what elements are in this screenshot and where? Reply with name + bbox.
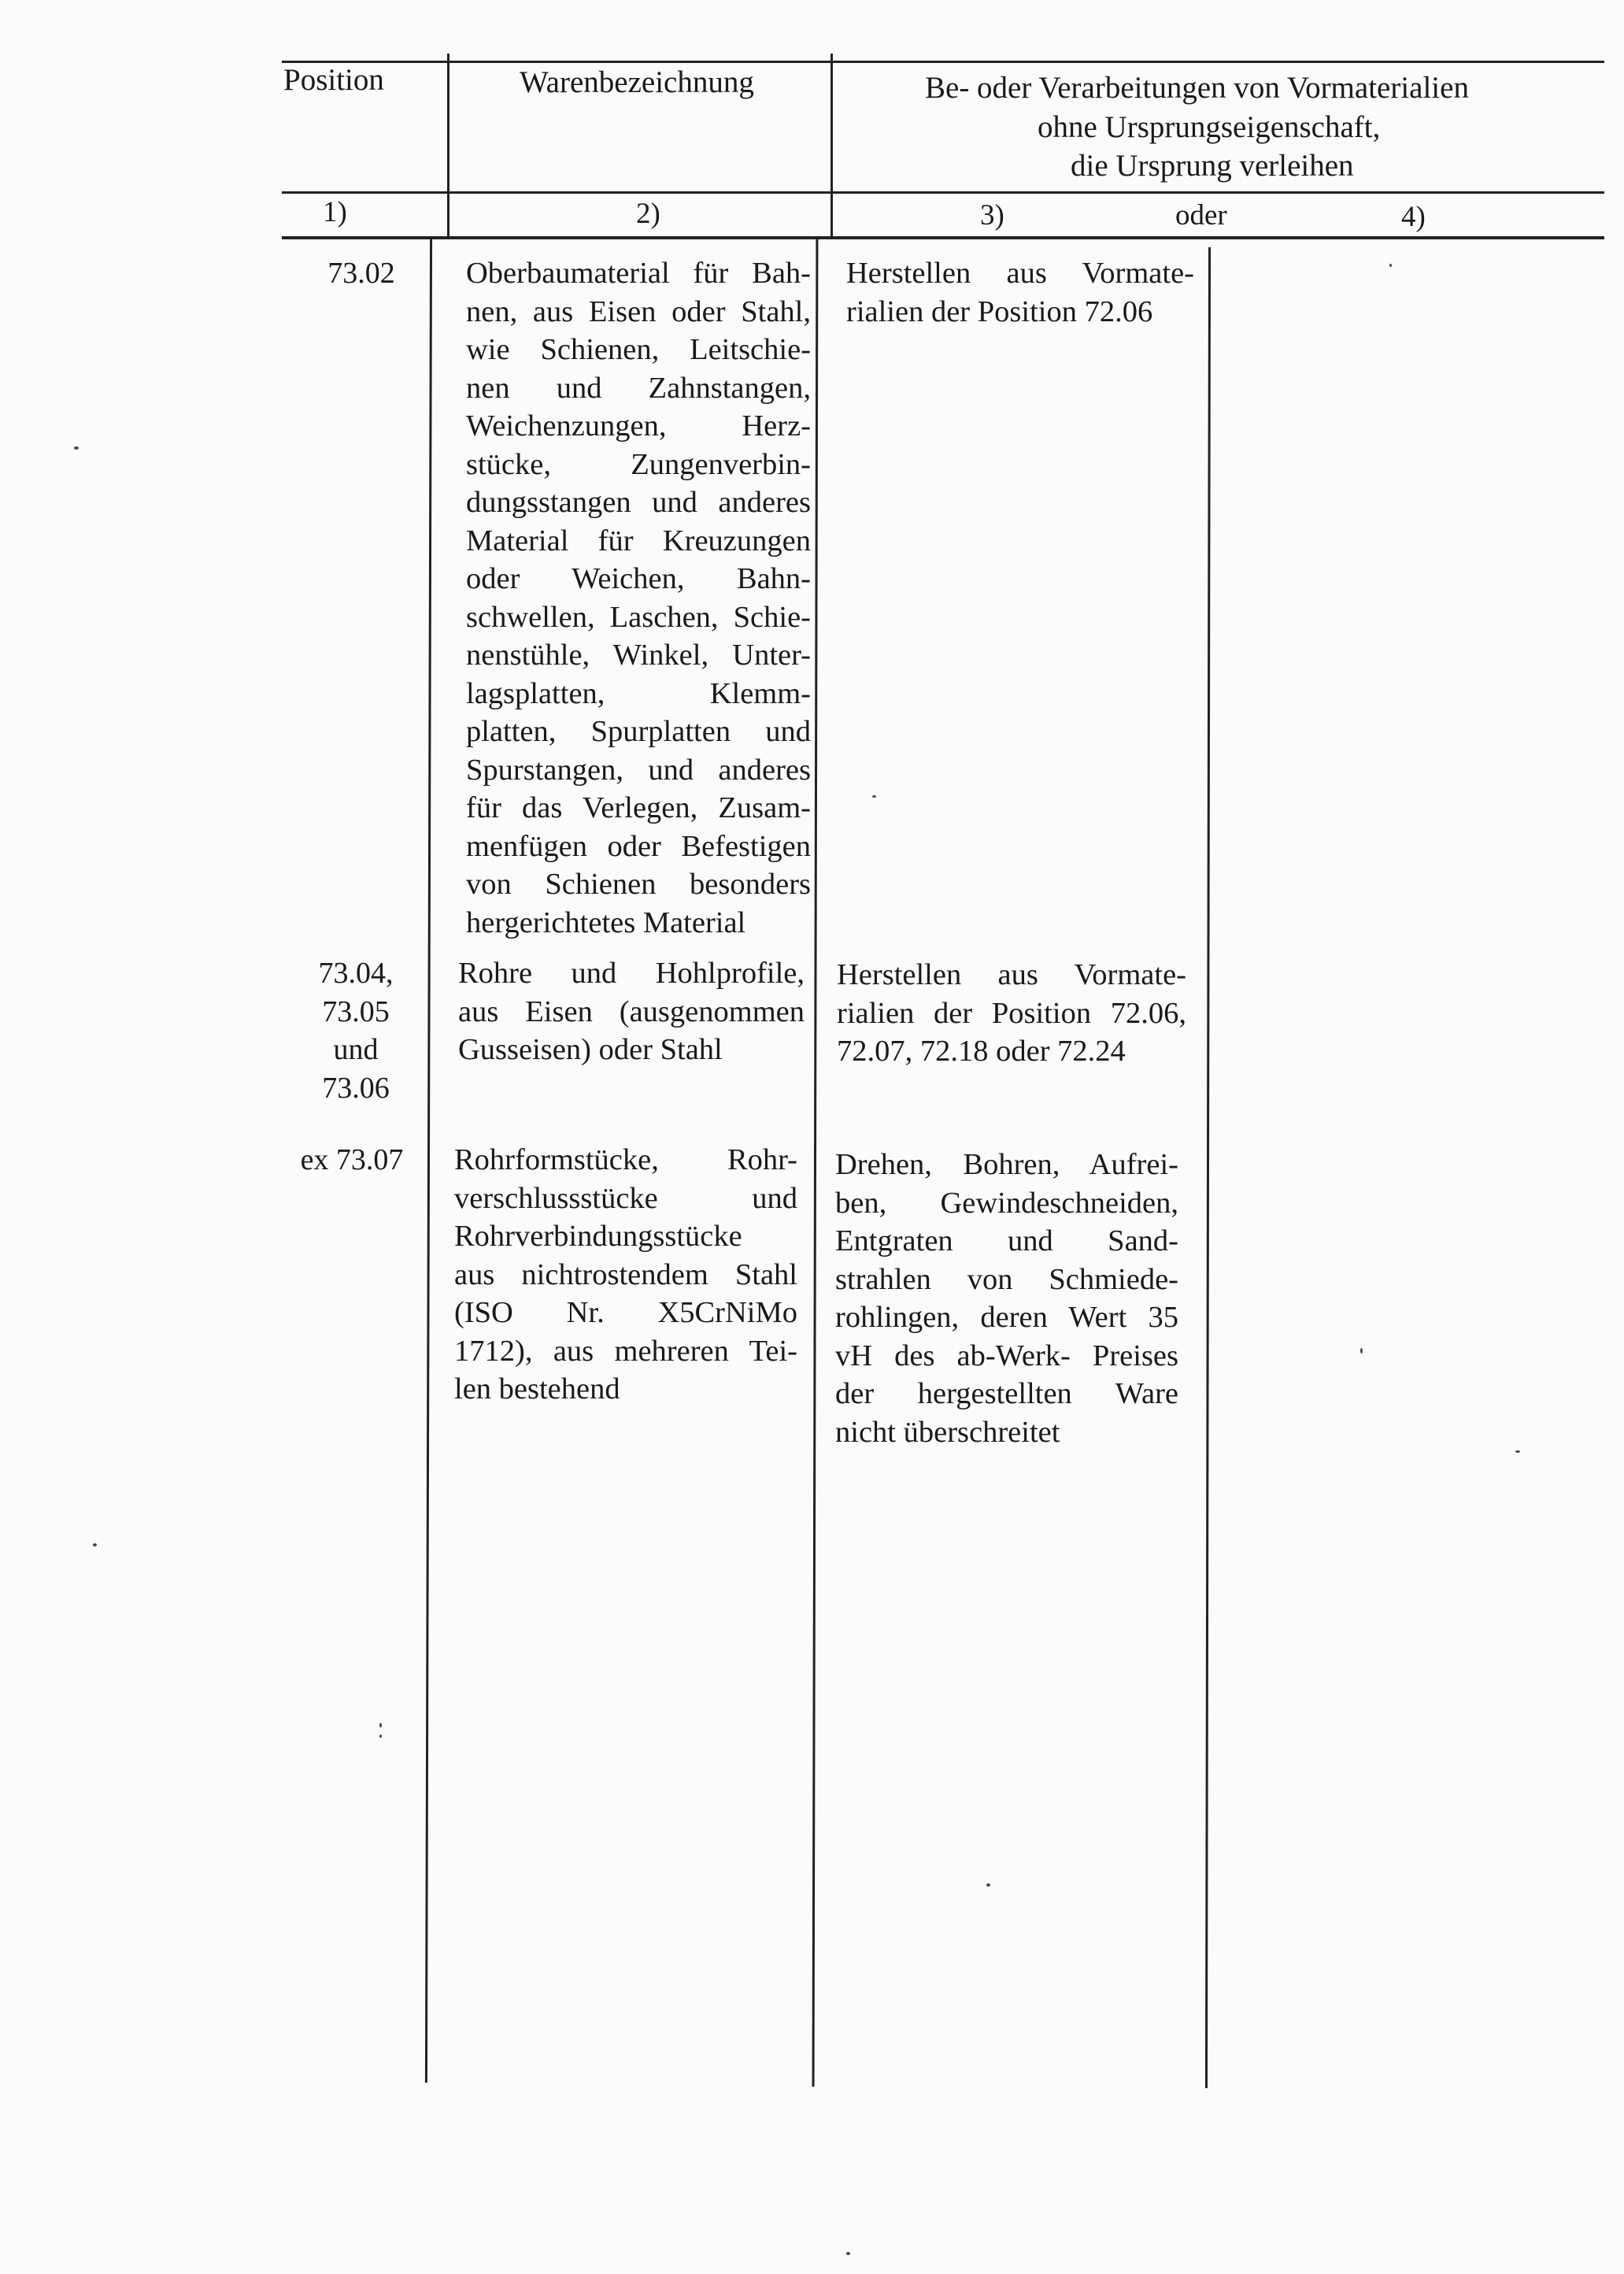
description-line: Weichenzungen, Herz- — [466, 409, 811, 443]
scan-speck — [379, 1735, 382, 1738]
description-line: aus nichtrostendem Stahl — [454, 1257, 797, 1291]
column-number-1: 1) — [323, 196, 347, 228]
column-divider-2 — [830, 54, 833, 236]
scan-speck — [846, 2252, 850, 2255]
row-position — [281, 1141, 423, 1180]
scan-speck — [74, 446, 79, 450]
header-processing-line-2: ohne Ursprungseigenschaft, — [1038, 110, 1381, 144]
column-divider-2-body — [812, 236, 819, 2087]
description-line: nen und Zahnstangen, — [466, 371, 811, 405]
header-processing-line-3: die Ursprung verleihen — [1071, 149, 1354, 183]
description-line: verschlussstücke und — [454, 1181, 797, 1215]
row-description — [454, 1141, 797, 1409]
column-number-3: 3) — [980, 199, 1004, 231]
description-line: stücke, Zungenverbin- — [466, 447, 811, 481]
row-position-line: 73.02 — [327, 257, 395, 290]
description-line: Oberbaumaterial für Bah- — [466, 257, 811, 290]
processing-line: strahlen von Schmiede- — [835, 1262, 1178, 1296]
row-position — [290, 254, 432, 293]
row-position-line: ex 73.07 — [300, 1143, 404, 1176]
row-processing — [846, 254, 1194, 331]
description-line: platten, Spurplatten und — [466, 715, 811, 748]
description-line: von Schienen besonders — [466, 868, 811, 901]
column-divider-1 — [447, 54, 449, 236]
description-line: Rohre und Hohlprofile, — [458, 957, 805, 990]
column-divider-3 — [1205, 247, 1211, 2088]
row-position-line: 73.05 — [322, 994, 390, 1028]
processing-line: 72.07, 72.18 oder 72.24 — [837, 1035, 1126, 1068]
header-processing-line-1: Be- oder Verarbeitungen von Vormaterialien — [925, 71, 1469, 105]
description-line: Material für Kreuzungen — [466, 524, 811, 557]
header-rule — [282, 191, 1604, 194]
processing-line: Drehen, Bohren, Aufrei- — [835, 1148, 1178, 1181]
description-line: Gusseisen) oder Stahl — [458, 1033, 723, 1066]
column-number-2: 2) — [636, 198, 660, 230]
column-number-oder: oder — [1175, 199, 1227, 231]
description-line: lagsplatten, Klemm- — [466, 676, 811, 710]
processing-line: Herstellen aus Vormate- — [837, 958, 1186, 991]
row-description — [458, 954, 805, 1069]
column-number-4: 4) — [1401, 201, 1426, 233]
scan-speck — [93, 1543, 97, 1546]
scan-speck — [986, 1883, 990, 1887]
row-position-line: und — [333, 1033, 379, 1066]
description-line: nenstühle, Winkel, Unter- — [466, 639, 811, 672]
scan-speck — [1360, 1348, 1363, 1354]
description-line: hergerichtetes Material — [466, 906, 746, 939]
processing-line: rohlingen, deren Wert 35 — [835, 1301, 1178, 1334]
column-divider-1-body — [425, 236, 432, 2083]
row-processing — [835, 1146, 1178, 1451]
description-line: 1712), aus mehreren Tei- — [454, 1334, 797, 1368]
scan-speck — [872, 795, 876, 798]
column-number-rule — [282, 236, 1604, 239]
processing-line: ben, Gewindeschneiden, — [835, 1186, 1178, 1220]
description-line: dungsstangen und anderes — [466, 486, 811, 519]
description-line: (ISO Nr. X5CrNiMo — [454, 1296, 797, 1329]
scan-speck — [379, 1723, 382, 1728]
description-line: für das Verlegen, Zusam- — [466, 791, 811, 824]
processing-line: Entgraten und Sand- — [835, 1224, 1178, 1257]
processing-line: rialien der Position 72.06, — [837, 996, 1186, 1030]
row-description — [466, 254, 811, 942]
processing-line: Herstellen aus Vormate- — [846, 257, 1194, 290]
processing-line: der hergestellten Ware — [835, 1377, 1178, 1410]
processing-line: vH des ab-Werk- Preises — [835, 1339, 1178, 1372]
description-line: aus Eisen (ausgenommen — [458, 994, 805, 1028]
processing-line: rialien der Position 72.06 — [846, 294, 1153, 328]
row-position-line: 73.04, — [318, 957, 394, 990]
description-line: nen, aus Eisen oder Stahl, — [466, 294, 811, 328]
description-line: Rohrverbindungsstücke — [454, 1220, 742, 1253]
description-line: schwellen, Laschen, Schie- — [466, 600, 811, 634]
row-processing — [837, 956, 1186, 1071]
top-rule — [282, 61, 1604, 63]
description-line: oder Weichen, Bahn- — [466, 562, 811, 595]
header-position: Position — [283, 63, 384, 97]
header-description: Warenbezeichnung — [520, 65, 754, 99]
scan-speck — [1389, 264, 1392, 267]
description-line: Spurstangen, und anderes — [466, 753, 811, 787]
processing-line: nicht überschreitet — [835, 1415, 1060, 1449]
row-position-line: 73.06 — [322, 1071, 390, 1105]
row-position — [285, 954, 427, 1107]
description-line: len bestehend — [454, 1372, 620, 1406]
description-line: wie Schienen, Leitschie- — [466, 333, 811, 366]
description-line: Rohrformstücke, Rohr- — [454, 1143, 797, 1176]
scan-speck — [1515, 1450, 1520, 1453]
description-line: menfügen oder Befestigen — [466, 829, 811, 863]
